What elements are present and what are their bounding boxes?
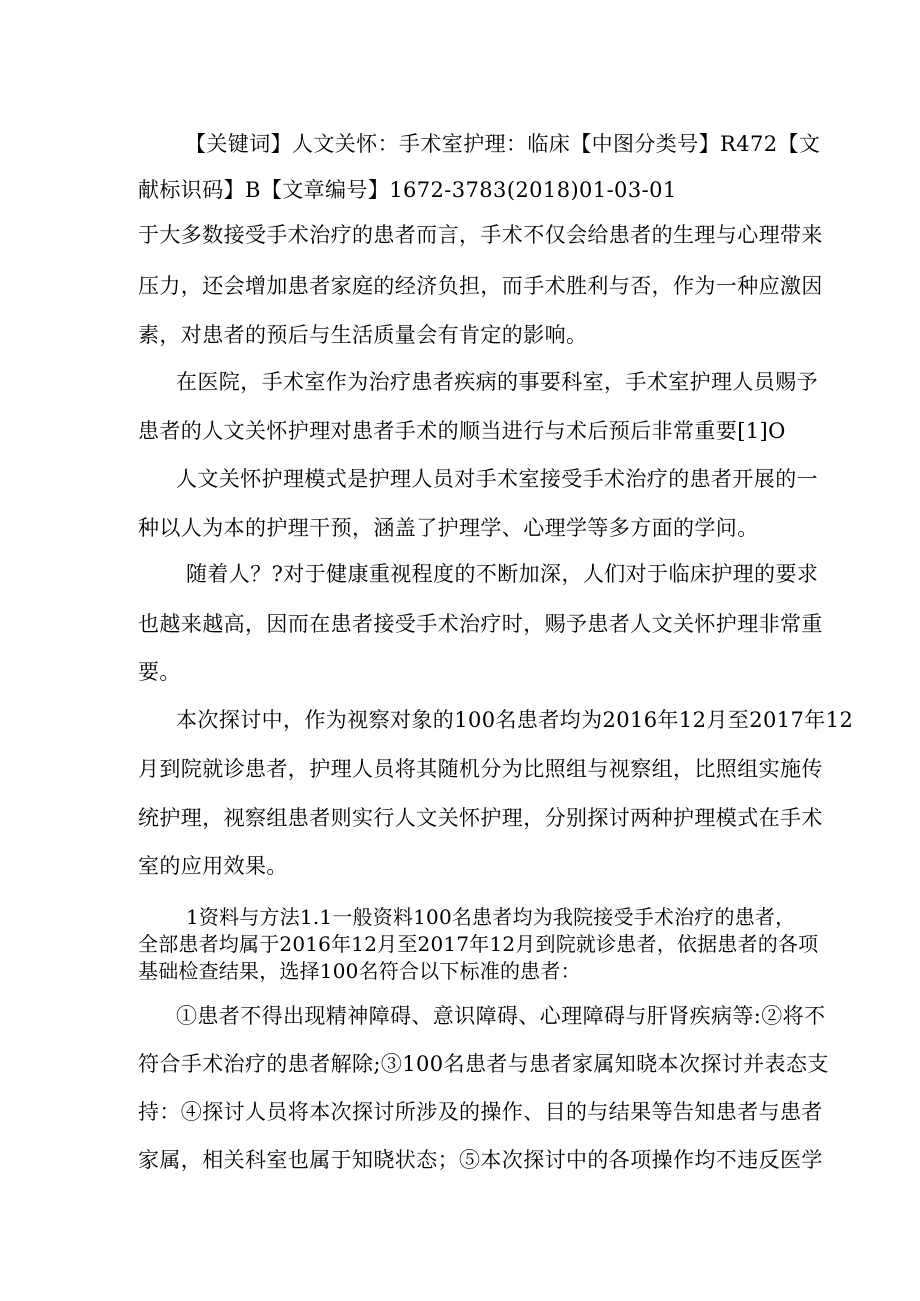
text-line: ①患者不得出现精神障碍、意识障碍、心理障碍与肝肾疾病等:②将不	[176, 1004, 826, 1028]
text-line: 持：④探讨人员将本次探讨所涉及的操作、目的与结果等告知患者与患者	[138, 1100, 823, 1124]
text-line: 种以人为本的护理干预，涵盖了护理学、心理学等多方面的学问。	[138, 516, 759, 540]
text-line: 【关键词】人文关怀：手术室护理：临床【中图分类号】R472【文	[185, 132, 821, 156]
text-line: 随着人？?对于健康重视程度的不断加深，人们对于临床护理的要求	[186, 562, 819, 586]
text-line: 在医院，手术室作为治疗患者疾病的事要科室，手术室护理人员赐予	[176, 370, 818, 394]
text-line: 月到院就诊患者，护理人员将其随机分为比照组与视察组，比照组实施传	[138, 757, 823, 781]
text-line: 家属，相关科室也属于知晓状态；⑤本次探讨中的各项操作均不违反医学	[138, 1148, 823, 1172]
text-line: 统护理，视察组患者则实行人文关怀护理，分别探讨两种护理模式在手术	[138, 806, 823, 830]
text-line: 患者的人文关怀护理对患者手术的顺当进行与术后预后非常重要[1]O	[138, 419, 786, 443]
text-line: 基础检查结果，选择100名符合以下标准的患者：	[138, 959, 581, 983]
text-line: 符合手术治疗的患者解除;③100名患者与患者家属知晓本次探讨并表态支	[138, 1052, 829, 1076]
text-line: 压力，还会增加患者家庭的经济负担，而手术胜利与否，作为一种应激因	[138, 274, 823, 298]
text-line: 也越来越高，因而在患者接受手术治疗时，赐予患者人文关怀护理非常重	[138, 612, 823, 636]
text-line: 本次探讨中，作为视察对象的100名患者均为2016年12月至2017年12	[176, 708, 854, 732]
text-line: 献标识码】B【文章编号】1672-3783(2018)01-03-01	[138, 178, 677, 202]
text-line: 于大多数接受手术治疗的患者而言，手术不仅会给患者的生理与心理带来	[138, 223, 823, 247]
text-line: 室的应用效果。	[138, 854, 288, 878]
text-line: 全部患者均属于2016年12月至2017年12月到院就诊患者，依据患者的各项	[138, 932, 819, 956]
text-line: 素，对患者的预后与生活质量会有肯定的影响。	[138, 323, 588, 347]
text-line: 1资料与方法1.1一般资料100名患者均为我院接受手术治疗的患者，	[186, 905, 796, 929]
text-line: 要。	[138, 660, 181, 684]
text-line: 人文关怀护理模式是护理人员对手术室接受手术治疗的患者开展的一	[176, 467, 818, 491]
